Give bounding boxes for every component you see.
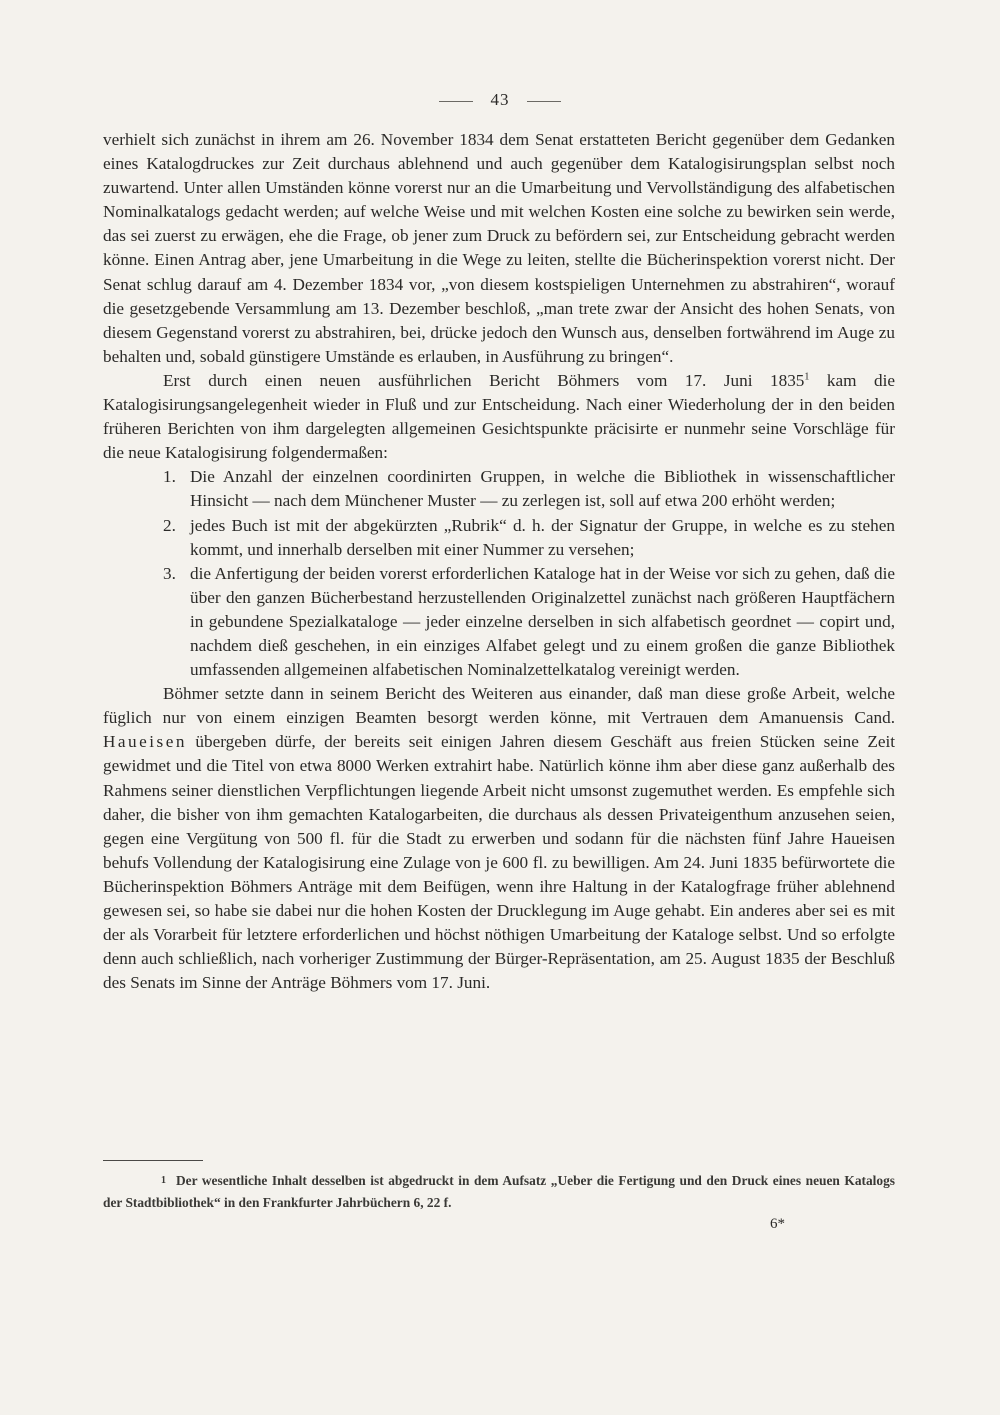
paragraph-2: [103, 369, 895, 465]
footnote-marker: 1: [161, 1175, 166, 1186]
footnote: [103, 1170, 895, 1214]
list-item: [103, 562, 895, 682]
header-dash-left: [439, 101, 473, 102]
person-name: Haueisen: [103, 732, 187, 752]
list-item: [103, 465, 895, 513]
signature-mark: 6*: [770, 1216, 785, 1232]
page-number: 43: [490, 90, 510, 109]
footnote-rule: [103, 1160, 203, 1161]
proposal-list: [103, 465, 895, 682]
list-item-number: 3.: [163, 563, 176, 583]
footnote-text: Der wesentliche Inhalt desselben ist abgedruckt in dem Aufsatz „Ueber die Fertigung und den Druck eines neuen Katalogs der Stadtbibliothek“ in den Frankfurter Jahrbüchern 6, 22 f.: [103, 1173, 895, 1210]
footnote-reference: 1: [804, 371, 810, 383]
body-text: [103, 128, 895, 995]
paragraph-2-part-b: kam die Katalogisirungsangelegenheit wieder in Fluß und zur Entscheidung. Nach einer Wiederholung der in den beiden früheren Berichten von ihm dargelegten allgemeinen Gesichtspunkte präcisirte er nunmehr seine Vorschläge für die neue Katalogisirung folgendermaßen:: [103, 370, 895, 463]
paragraph-1: verhielt sich zunächst in ihrem am 26. November 1834 dem Senat erstatteten Bericht gegenüber dem Gedanken eines Katalogdruckes zur Zeit durchaus ablehnend und auch gegenüber dem Katalogisirungsplan selbst noch zuwartend. Unter allen Umständen könne vorerst nur an die Umarbeitung und Vervollständigung des alfabetischen Nominalkatalogs gedacht werden; auf welche Weise und mit welchen Kosten eine solche zu bewirken sein werde, das sei zuerst zu erwägen, ehe die Frage, ob jener zum Druck zu befördern sei, zur Entscheidung gebracht werden könne. Einen Antrag aber, jene Umarbeitung in die Wege zu leiten, stellte die Bücherinspektion vorerst nicht. Der Senat schlug darauf am 4. Dezember 1834 vor, „von diesem kostspieligen Unternehmen zu abstrahiren“, worauf die gesetzgebende Versammlung am 13. Dezember beschloß, „man trete zwar der Ansicht des hohen Senats, von diesem Gegenstand vorerst zu abstrahiren, bei, drücke jedoch den Wunsch aus, denselben fortwährend im Auge zu behalten und, sobald günstigere Umstände es erlauben, in Ausführung zu bringen“.: [103, 130, 895, 366]
list-item-number: 2.: [163, 515, 176, 535]
header-dash-right: [527, 101, 561, 102]
list-item-text: jedes Buch ist mit der abgekürzten „Rubrik“ d. h. der Signatur der Gruppe, in welche es zu stehen kommt, und innerhalb derselben mit einer Nummer zu versehen;: [190, 515, 895, 559]
list-item-number: 1.: [163, 467, 176, 487]
paragraph-3-part-b: übergeben dürfe, der bereits seit einigen Jahren diesem Geschäft aus freien Stücken seine Zeit gewidmet und die Titel von etwa 8000 Werken extrahirt habe. Natürlich könne ihm aber diese ganz außerhalb des Rahmens seiner dienstlichen Verpflichtungen liegende Arbeit nicht umsonst zugemuthet werden. Es empfehle sich daher, die bisher von ihm gemachten Katalogarbeiten, die durchaus als dessen Privateigenthum anzusehen seien, gegen eine Vergütung von 500 fl. für die Stadt zu erwerben und sodann für die nächsten fünf Jahre Haueisen behufs Vollendung der Katalogisirung eine Zulage von je 600 fl. zu bewilligen. Am 24. Juni 1835 befürwortete die Bücherinspektion Böhmers Anträge mit dem Beifügen, wenn ihre Haltung in der Katalogfrage früher ablehnend gewesen sei, so habe sie dabei nur die hohen Kosten der Drucklegung im Auge gehabt. Ein anderes aber sei es mit der als Vorarbeit für letztere erforderlichen und höchst nöthigen Umarbeitung der Kataloge selbst. Und so erfolgte denn auch schließlich, nach vorheriger Zustimmung der Bürger-Repräsentation, am 25. August 1835 der Beschluß des Senats im Sinne der Anträge Böhmers vom 17. Juni.: [103, 732, 895, 993]
page-header: [0, 90, 1000, 110]
paragraph-2-part-a: Erst durch einen neuen ausführlichen Bericht Böhmers vom 17. Juni 1835: [163, 370, 805, 390]
paragraph-3-part-a: Böhmer setzte dann in seinem Bericht des Weiteren aus einander, daß man diese große Arbeit, welche füglich nur von einem einzigen Beamten besorgt werden könne, mit Vertrauen dem Amanuensis Cand.: [103, 684, 895, 728]
list-item-text: die Anfertigung der beiden vorerst erforderlichen Kataloge hat in der Weise vor sich zu gehen, daß die über den ganzen Bücherbestand herzustellenden Originalzettel zunächst nach größeren Hauptfächern in gebundene Spezialkataloge — jeder einzelne derselben in sich alfabetisch geordnet — copirt und, nachdem dieß geschehen, in ein einziges Alfabet gelegt und zu einem großen die ganze Bibliothek umfassenden allgemeinen alfabetischen Nominalzettelkatalog vereinigt werden.: [190, 563, 895, 680]
paragraph-3: [103, 682, 895, 995]
list-item: [103, 514, 895, 562]
list-item-text: Die Anzahl der einzelnen coordinirten Gruppen, in welche die Bibliothek in wissenschaftlicher Hinsicht — nach dem Münchener Muster — zu zerlegen ist, soll auf etwa 200 erhöht werden;: [190, 467, 895, 511]
